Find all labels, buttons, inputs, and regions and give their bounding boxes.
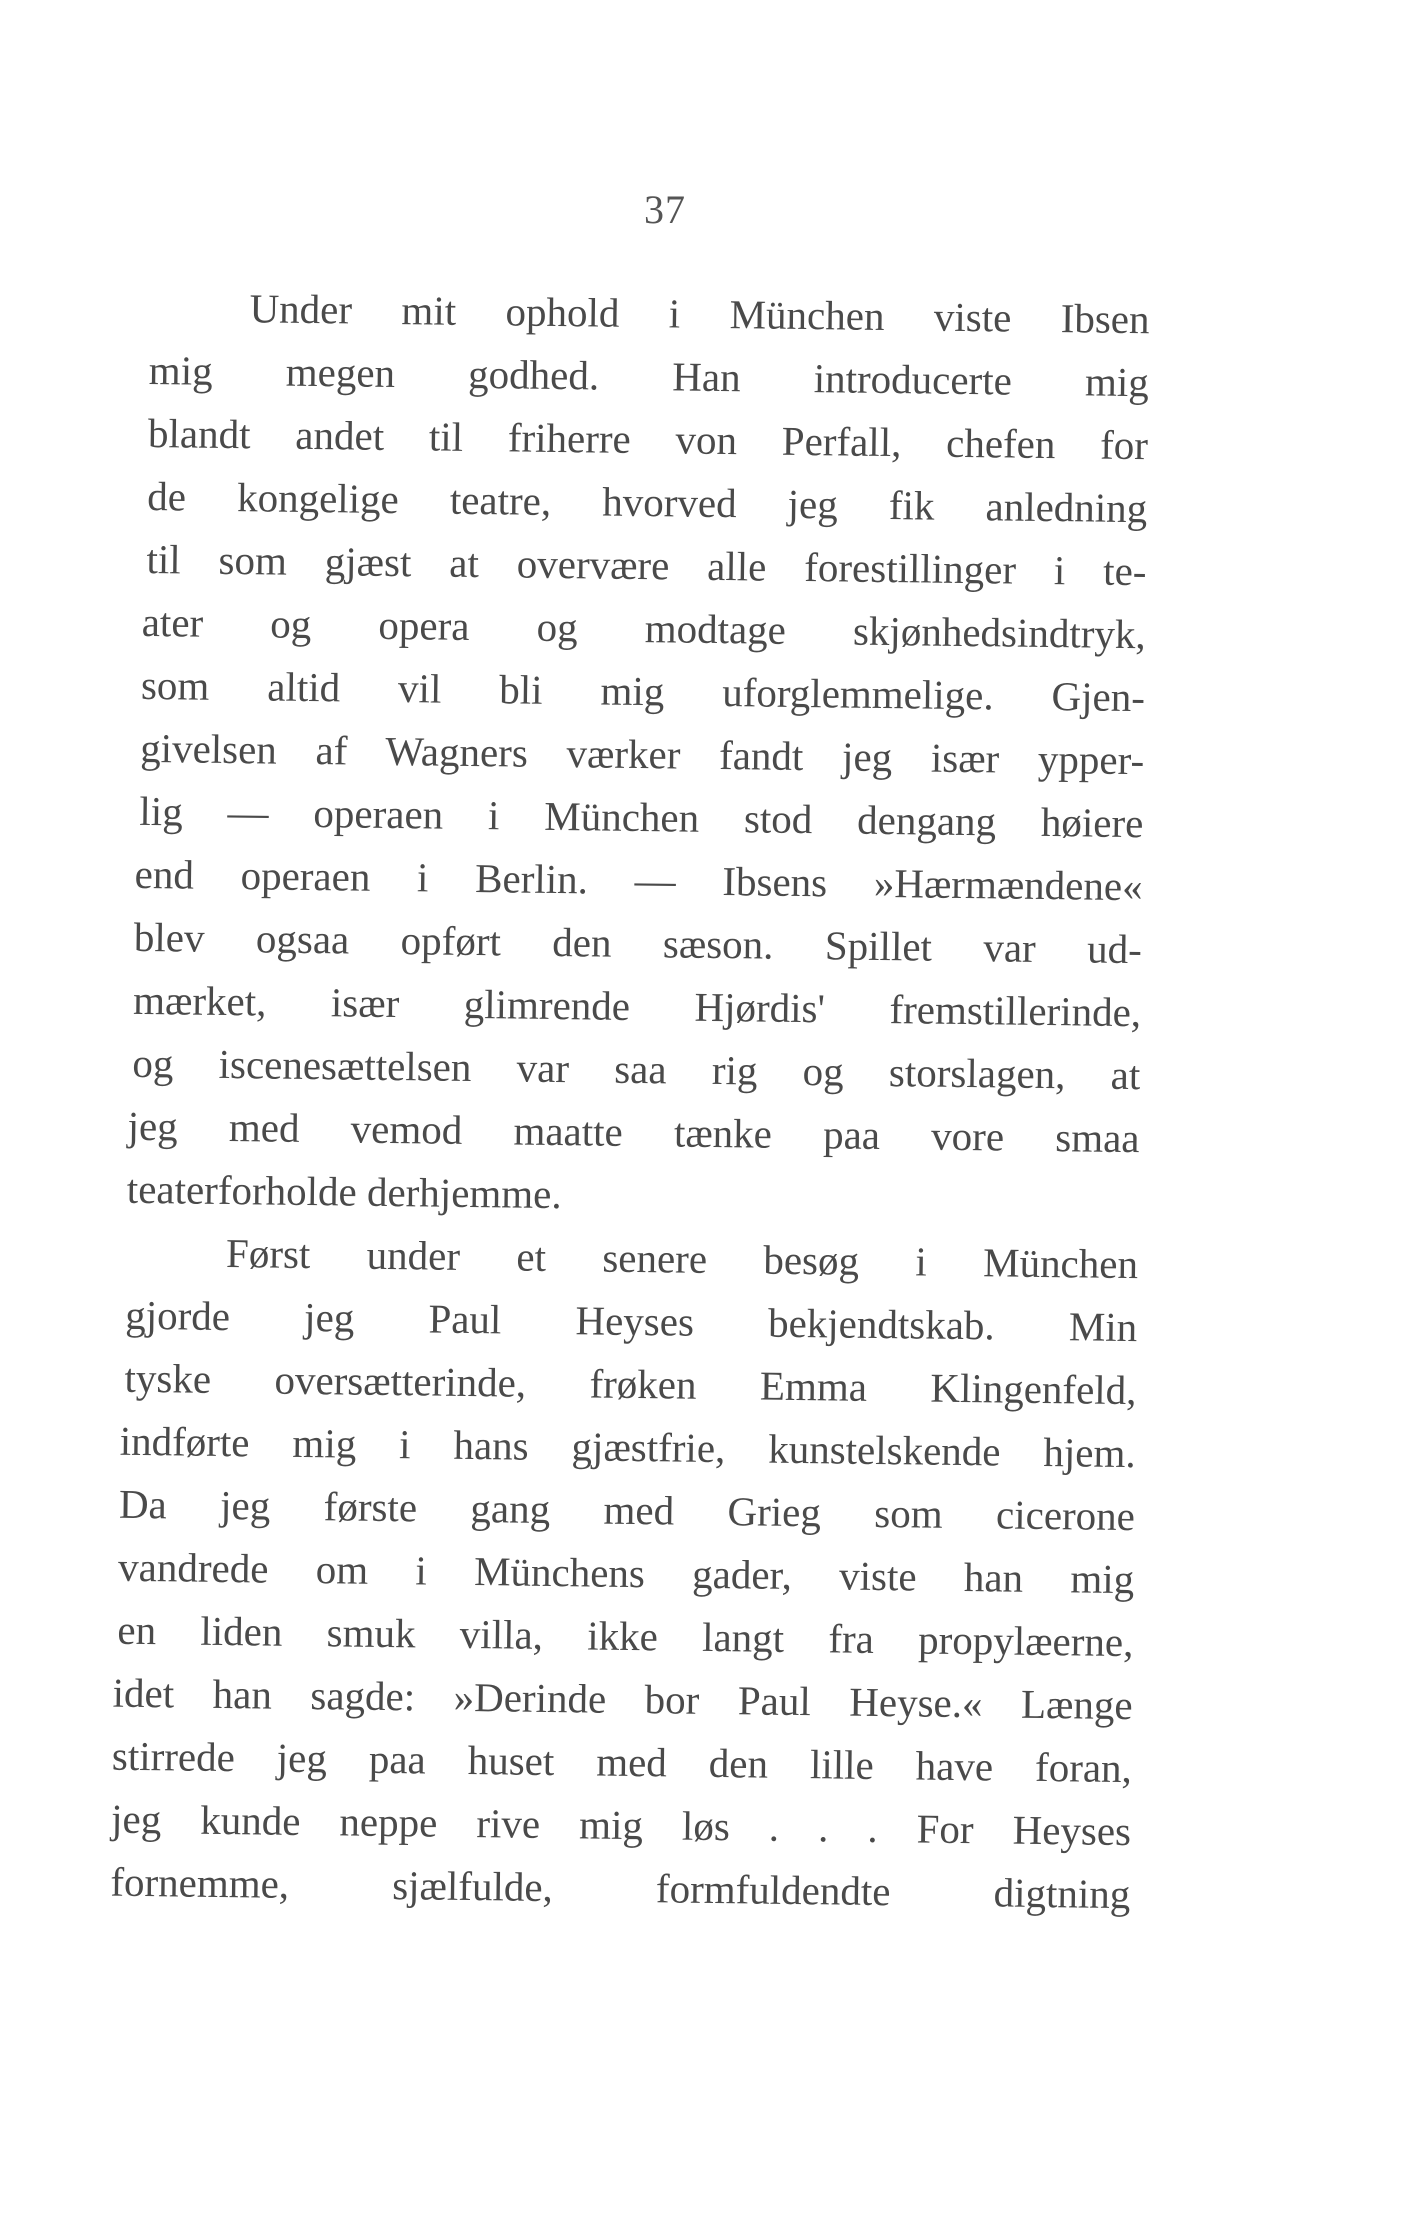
text-line: mig megen godhed. Han introducerte mig	[148, 346, 1150, 406]
text-line: tyske oversætterinde, frøken Emma Klingenfeld,	[124, 1354, 1137, 1414]
paragraph-1	[126, 276, 1150, 1233]
text-line: teaterforholde derhjemme.	[126, 1165, 562, 1218]
text-line: som altid vil bli mig uforglemmelige. Gjen-	[140, 661, 1146, 721]
text-line: givelsen af Wagners værker fandt jeg især ypper-	[139, 724, 1145, 784]
text-line: lig — operaen i München stod dengang høiere	[139, 787, 1144, 847]
text-line: ater og opera og modtage skjønhedsindtryk,	[141, 598, 1146, 658]
text-line: mærket, især glimrende Hjørdis' fremstillerinde,	[132, 976, 1142, 1036]
text-line: jeg kunde neppe rive mig løs . . . For Heyses	[110, 1795, 1132, 1855]
text-line: fornemme, sjælfulde, formfuldendte digtning	[110, 1858, 1131, 1918]
text-line: vandrede om i Münchens gader, viste han mig	[117, 1543, 1135, 1603]
text-line: gjorde jeg Paul Heyses bekjendtskab. Min	[125, 1291, 1138, 1351]
text-line: indførte mig i hans gjæstfrie, kunstelskende hjem.	[119, 1417, 1136, 1477]
paragraph-2	[110, 1221, 1139, 1926]
text-line: og iscenesættelsen var saa rig og storslagen, at	[132, 1039, 1141, 1099]
text-line: blev ogsaa opført den sæson. Spillet var ud-	[133, 913, 1143, 973]
text-line: end operaen i Berlin. — Ibsens »Hærmændene«	[134, 850, 1143, 910]
text-line: til som gjæst at overvære alle forestillinger i te-	[146, 535, 1147, 595]
text-line: blandt andet til friherre von Perfall, chefen for	[147, 409, 1149, 469]
text-line: Først under et senere besøg i München	[225, 1230, 1139, 1288]
text-line: Da jeg første gang med Grieg som cicerone	[118, 1480, 1136, 1540]
body-text	[110, 276, 1150, 1926]
page-number: 37	[644, 187, 686, 232]
text-line: de kongelige teatre, hvorved jeg fik anledning	[147, 472, 1148, 532]
text-line: stirrede jeg paa huset med den lille have foran,	[111, 1732, 1133, 1792]
text-line: idet han sagde: »Derinde bor Paul Heyse.« Længe	[112, 1669, 1133, 1729]
text-line: Under mit ophold i München viste Ibsen	[249, 285, 1150, 343]
text-line: en liden smuk villa, ikke langt fra propylæerne,	[117, 1606, 1134, 1666]
text-line: jeg med vemod maatte tænke paa vore smaa	[127, 1102, 1140, 1162]
